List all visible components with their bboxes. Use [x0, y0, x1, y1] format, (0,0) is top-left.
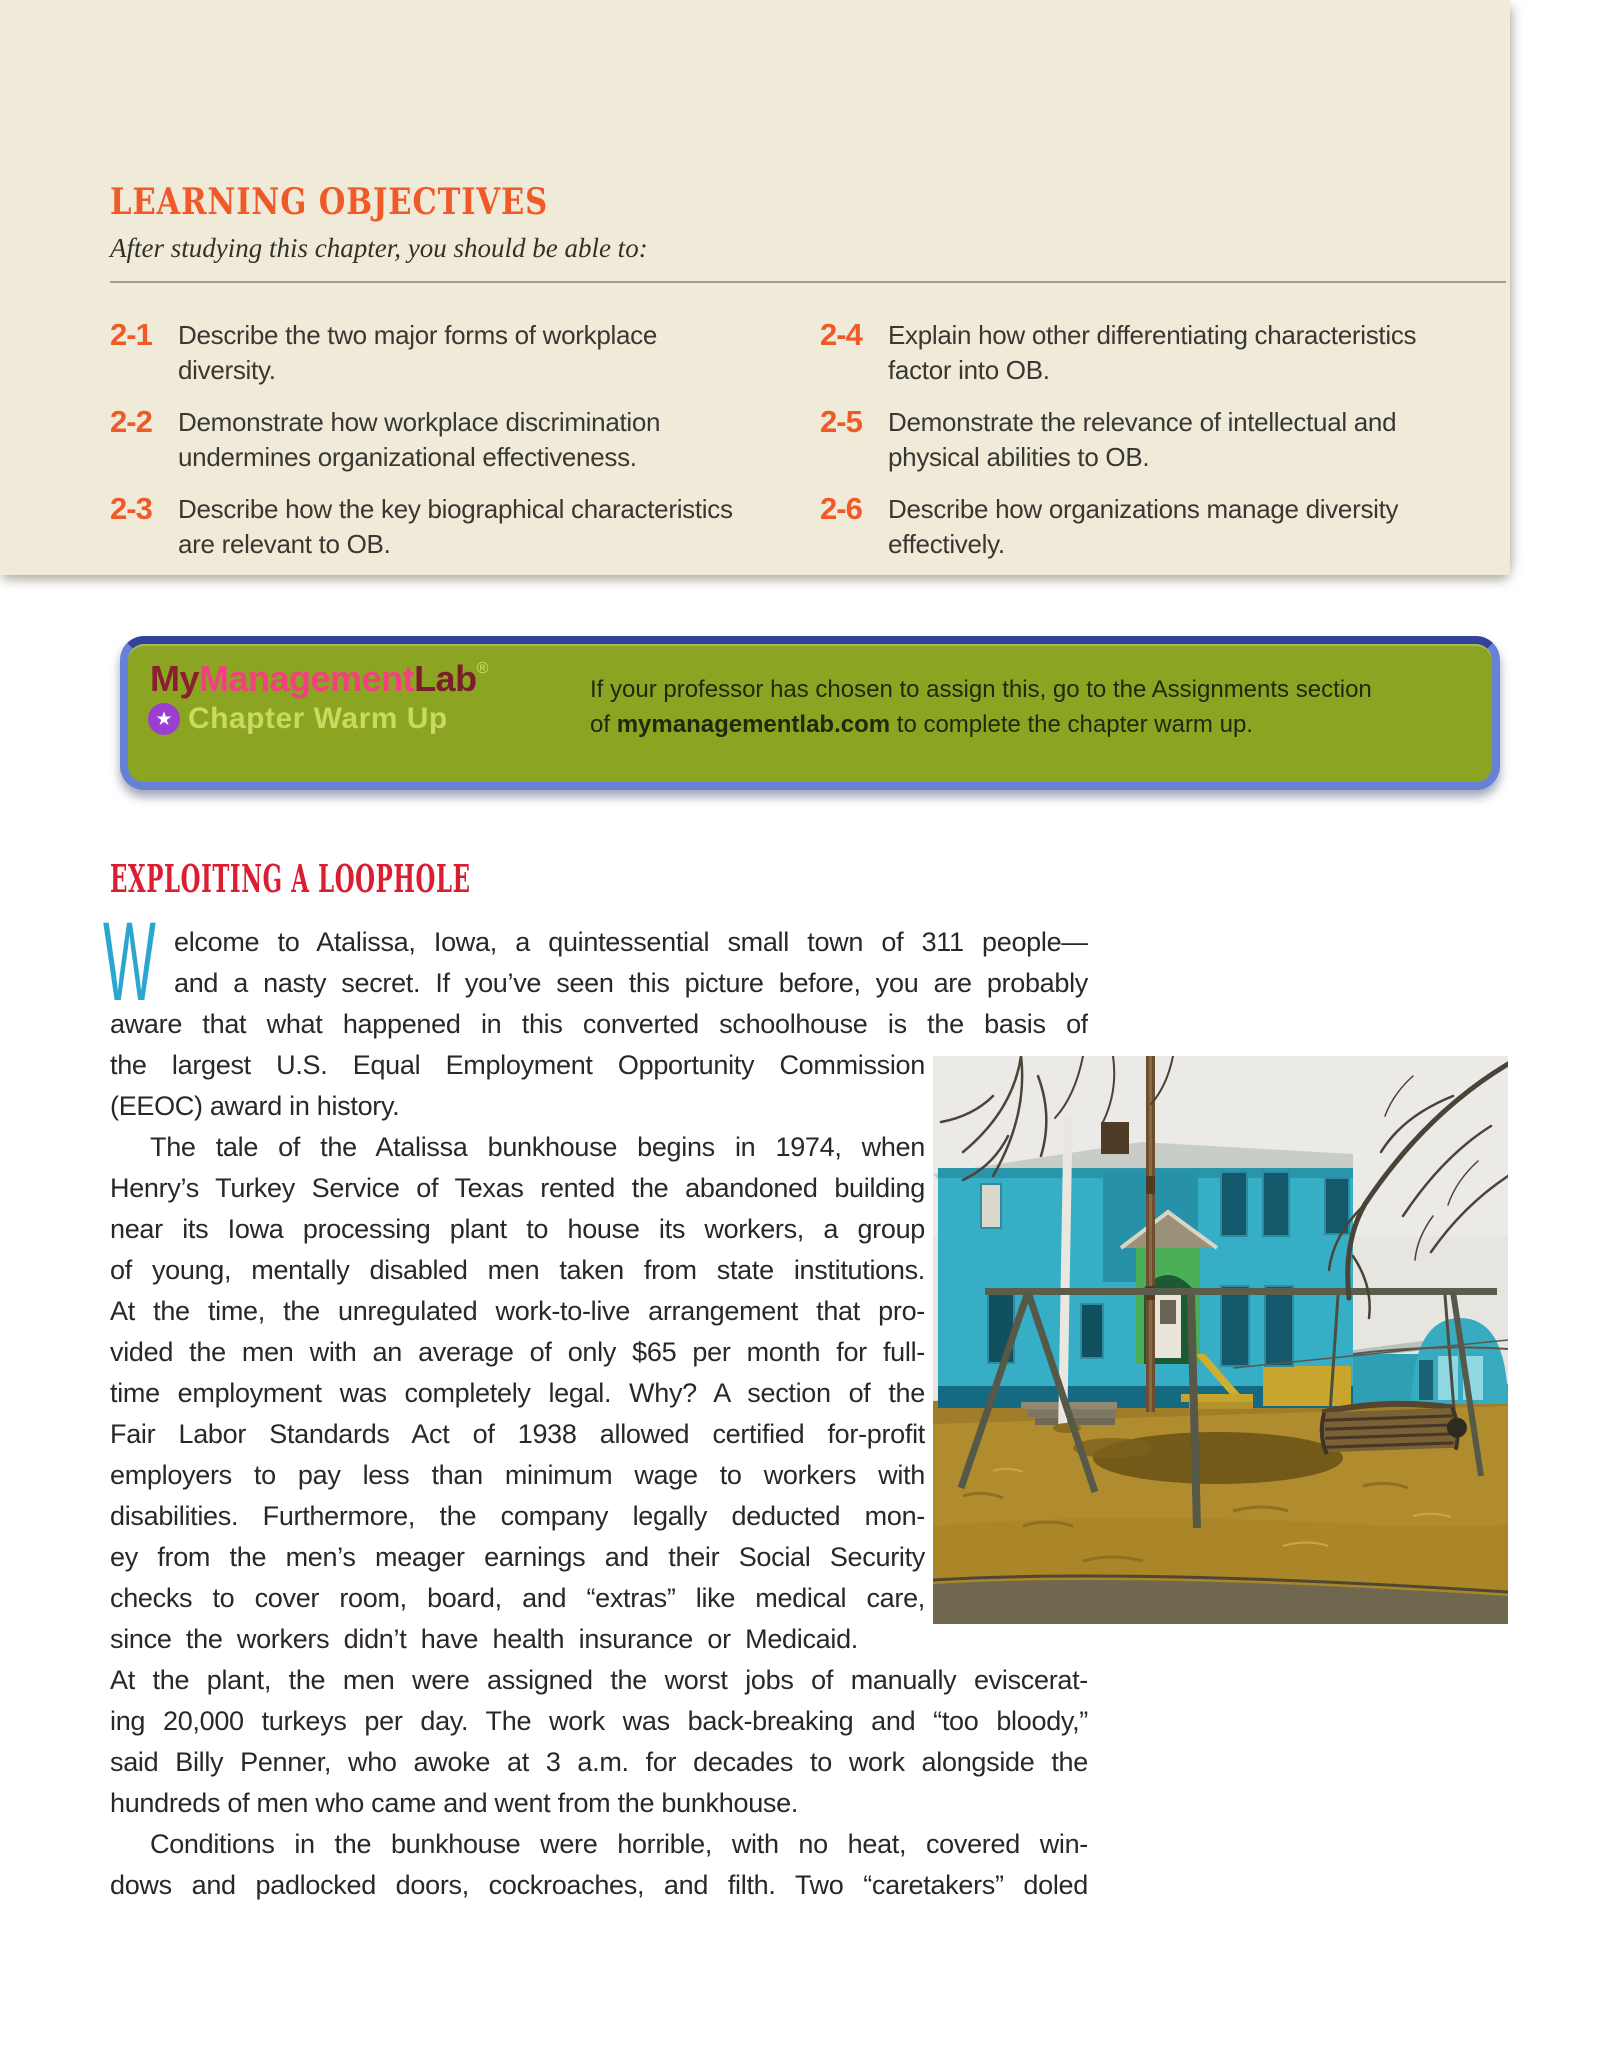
learning-objectives-panel: [0, 0, 1510, 575]
body-line: The tale of the Atalissa bunkhouse begins in 1974, when: [150, 1132, 925, 1162]
mymanagementlab-logo: [150, 658, 488, 700]
objective-item: [110, 492, 800, 579]
body-line: ey from the men’s meager earnings and their Social Security: [110, 1542, 925, 1572]
objective-item: [110, 318, 800, 405]
objective-number: 2-4: [820, 317, 862, 352]
body-line: aware that what happened in this converted schoolhouse is the basis of: [110, 1009, 1088, 1039]
body-line: said Billy Penner, who awoke at 3 a.m. for decades to work alongside the: [110, 1747, 1088, 1777]
logo-part-lab: Lab: [414, 658, 477, 699]
objective-text: Demonstrate the relevance of intellectual and physical abilities to OB.: [888, 407, 1397, 472]
body-line: time employment was completely legal. Why? A section of the: [110, 1378, 925, 1408]
body-line: hundreds of men who came and went from the bunkhouse.: [110, 1788, 799, 1818]
body-line: At the plant, the men were assigned the worst jobs of manually eviscerat-: [110, 1665, 1088, 1695]
learning-objectives-title: LEARNING OBJECTIVES: [110, 181, 549, 223]
objective-item: [820, 318, 1510, 405]
body-line: At the time, the unregulated work-to-live arrangement that pro-: [110, 1296, 925, 1326]
banner-url: mymanagementlab.com: [616, 711, 891, 738]
objective-text: Describe how the key biographical characteristics are relevant to OB.: [178, 494, 733, 559]
body-line: ing 20,000 turkeys per day. The work was back-breaking and “too bloody,”: [110, 1706, 1088, 1736]
learning-objectives-subtitle: After studying this chapter, you should be able to:: [110, 233, 648, 263]
body-line: since the workers didn’t have health insurance or Medicaid.: [110, 1624, 858, 1654]
body-line: of young, mentally disabled men taken from state institutions.: [110, 1255, 925, 1285]
objectives-column-right: [820, 318, 1510, 579]
objective-number: 2-2: [110, 404, 152, 439]
body-line: and a nasty secret. If you’ve seen this picture before, you are probably: [174, 968, 1088, 998]
logo-part-my: My: [150, 658, 200, 699]
body-line: the largest U.S. Equal Employment Opportunity Commission: [110, 1050, 925, 1080]
banner-text-line2: [590, 707, 1372, 742]
body-line: dows and padlocked doors, cockroaches, and filth. Two “caretakers” doled: [110, 1870, 1088, 1900]
bunkhouse-photo: [933, 1056, 1508, 1624]
objective-number: 2-3: [110, 491, 152, 526]
banner-text-line2-post: to complete the chapter warm up.: [890, 711, 1253, 738]
body-line: Fair Labor Standards Act of 1938 allowed certified for-profit: [110, 1419, 925, 1449]
objective-number: 2-6: [820, 491, 862, 526]
objective-text: Describe how organizations manage diversity effectively.: [888, 494, 1399, 559]
chapter-warmup-row: [148, 702, 448, 736]
mymanagementlab-banner: [120, 636, 1500, 790]
logo-part-management: Management: [199, 658, 415, 699]
body-line: (EEOC) award in history.: [110, 1091, 400, 1121]
objectives-column-left: [110, 318, 800, 579]
objective-item: [820, 492, 1510, 579]
objective-text: Describe the two major forms of workplace diversity.: [178, 320, 657, 385]
body-line: near its Iowa processing plant to house its workers, a group: [110, 1214, 925, 1244]
body-line: Henry’s Turkey Service of Texas rented the abandoned building: [110, 1173, 925, 1203]
divider-rule: [110, 281, 1506, 283]
star-icon: ★: [148, 703, 180, 735]
objective-text: Explain how other differentiating characteristics factor into OB.: [888, 320, 1417, 385]
objective-number: 2-1: [110, 317, 152, 352]
body-line: disabilities. Furthermore, the company legally deducted mon-: [110, 1501, 925, 1531]
objective-item: [820, 405, 1510, 492]
chapter-warmup-label: Chapter Warm Up: [188, 702, 448, 735]
banner-text-line2-pre: of: [590, 711, 617, 738]
body-line: vided the men with an average of only $65 per month for full-: [110, 1337, 925, 1367]
case-study-title: EXPLOITING A LOOPHOLE: [110, 856, 471, 901]
rusty-pole: [1146, 1056, 1155, 1412]
body-line: checks to cover room, board, and “extras” like medical care,: [110, 1583, 925, 1613]
body-line: employers to pay less than minimum wage to workers with: [110, 1460, 925, 1490]
banner-text-line1: If your professor has chosen to assign this, go to the Assignments section: [590, 676, 1372, 703]
body-line: elcome to Atalissa, Iowa, a quintessential small town of 311 people—: [174, 927, 1088, 957]
body-line: Conditions in the bunkhouse were horrible, with no heat, covered win-: [150, 1829, 1088, 1859]
objective-text: Demonstrate how workplace discrimination undermines organizational effectiveness.: [178, 407, 661, 472]
objective-number: 2-5: [820, 404, 862, 439]
registered-mark: ®: [476, 660, 488, 677]
objective-item: [110, 405, 800, 492]
drop-cap: W: [103, 899, 156, 1024]
banner-text: [590, 672, 1372, 742]
